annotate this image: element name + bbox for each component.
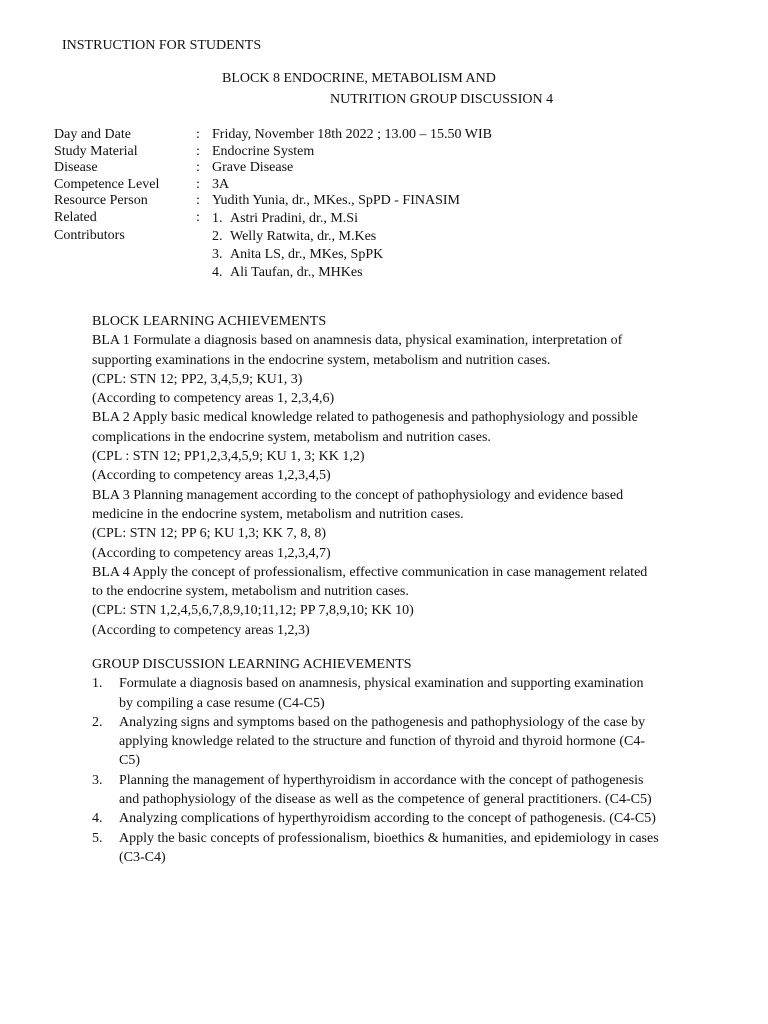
item-number: 4. xyxy=(92,811,103,827)
info-row-contributors xyxy=(54,228,492,282)
bla-line: (According to competency areas 1,2,3,4,7) xyxy=(92,545,331,561)
disease-value: Grave Disease xyxy=(212,160,294,175)
bla-line: (CPL: STN 12; PP 6; KU 1,3; KK 7, 8, 8) xyxy=(92,526,327,542)
block-title-line-2: NUTRITION GROUP DISCUSSION 4 xyxy=(330,92,554,107)
list-item xyxy=(92,829,722,868)
item-line: C5) xyxy=(119,753,140,769)
info-row-disease xyxy=(54,160,492,177)
bla-line: supporting examinations in the endocrine system, metabolism and nutrition cases. xyxy=(92,352,551,368)
item-line: (C3-C4) xyxy=(119,849,166,865)
item-line: by compiling a case resume (C4-C5) xyxy=(119,695,325,711)
bla-line: (According to competency areas 1,2,3,4,5) xyxy=(92,468,331,484)
block-title-line-1: BLOCK 8 ENDOCRINE, METABOLISM AND xyxy=(222,71,496,86)
day-label: Day and Date xyxy=(54,127,131,142)
item-line: and pathophysiology of the disease as well as the competence of general practitioners. (C4-C5) xyxy=(119,792,652,808)
resource-label: Resource Person xyxy=(54,193,148,208)
item-text xyxy=(119,771,719,810)
list-item xyxy=(92,674,722,713)
info-row-study xyxy=(54,144,492,161)
colon-spacer xyxy=(196,228,212,282)
item-line: Analyzing signs and symptoms based on the pathogenesis and pathophysiology of the case by xyxy=(119,714,646,730)
achievement-list xyxy=(92,674,722,867)
info-row-competence xyxy=(54,177,492,194)
item-text xyxy=(119,809,719,828)
contributor-item xyxy=(212,264,383,282)
instruction-heading: INSTRUCTION FOR STUDENTS xyxy=(62,38,262,53)
contributor-name: Ali Taufan, dr., MHKes xyxy=(230,264,363,280)
item-line: Apply the basic concepts of professionalism, bioethics & humanities, and epidemiology in cases xyxy=(119,830,659,846)
contributor-item xyxy=(212,246,383,264)
bla-line: BLA 2 Apply basic medical knowledge related to pathogenesis and pathophysiology and possible xyxy=(92,410,638,426)
item-number: 5. xyxy=(92,830,103,846)
contributor-list xyxy=(212,210,358,228)
study-label: Study Material xyxy=(54,143,138,159)
item-line: Formulate a diagnosis based on anamnesis, physical examination and supporting examination xyxy=(119,676,644,692)
colon: : xyxy=(196,209,200,225)
resource-value: Yudith Yunia, dr., MKes., SpPD - FINASIM xyxy=(212,193,461,208)
contributor-number: 4. xyxy=(212,264,223,280)
bla-line: (CPL : STN 12; PP1,2,3,4,5,9; KU 1, 3; KK 1,2) xyxy=(92,449,365,465)
bla-line: BLA 4 Apply the concept of professionalism, effective communication in case management related xyxy=(92,564,648,580)
bla-line: (According to competency areas 1, 2,3,4,6) xyxy=(92,391,335,407)
item-text xyxy=(119,713,719,771)
contributor-name: Welly Ratwita, dr., M.Kes xyxy=(230,228,377,244)
bla-line: (CPL: STN 12; PP2, 3,4,5,9; KU1, 3) xyxy=(92,371,303,387)
item-text xyxy=(119,674,719,713)
info-row-related xyxy=(54,210,492,228)
item-line: Analyzing complications of hyperthyroidism according to the concept of pathogenesis. (C4-C5) xyxy=(119,811,656,827)
colon: : xyxy=(196,143,200,159)
item-text xyxy=(119,829,719,868)
block-learning-section xyxy=(92,312,722,640)
colon: : xyxy=(196,127,200,142)
group-discussion-section xyxy=(92,655,722,867)
contributor-name: Astri Pradini, dr., M.Si xyxy=(230,210,358,226)
competence-label: Competence Level xyxy=(54,176,160,192)
contributor-item xyxy=(212,228,383,246)
item-number: 3. xyxy=(92,772,103,788)
competence-value: 3A xyxy=(212,176,230,192)
list-item xyxy=(92,809,722,828)
colon: : xyxy=(196,193,200,208)
bla-line: (CPL: STN 1,2,4,5,6,7,8,9,10;11,12; PP 7,8,9,10; KK 10) xyxy=(92,603,414,619)
item-number: 2. xyxy=(92,714,103,730)
bla-line: BLA 1 Formulate a diagnosis based on anamnesis data, physical examination, interpretation of xyxy=(92,333,623,349)
bla-line: medicine in the endocrine system, metabolism and nutrition cases. xyxy=(92,506,464,522)
session-info-table xyxy=(54,127,492,282)
contributor-list-continued xyxy=(212,228,383,282)
bla-line: to the endocrine system, metabolism and nutrition cases. xyxy=(92,584,409,600)
contributor-number: 1. xyxy=(212,210,223,226)
item-line: applying knowledge related to the structure and function of thyroid and thyroid hormone (C4- xyxy=(119,734,646,750)
day-value: Friday, November 18th 2022 ; 13.00 – 15.50 WIB xyxy=(212,127,492,142)
bla-line: BLA 3 Planning management according to the concept of pathophysiology and evidence based xyxy=(92,487,624,503)
section-heading: GROUP DISCUSSION LEARNING ACHIEVEMENTS xyxy=(92,657,412,672)
section-heading: BLOCK LEARNING ACHIEVEMENTS xyxy=(92,314,327,329)
contributors-label: Contributors xyxy=(54,227,125,243)
study-value: Endocrine System xyxy=(212,143,315,159)
list-item xyxy=(92,713,722,771)
colon: : xyxy=(196,176,200,192)
contributor-item xyxy=(212,210,358,228)
item-line: Planning the management of hyperthyroidism in accordance with the concept of pathogenesis xyxy=(119,772,644,788)
colon: : xyxy=(196,160,200,175)
bla-line: complications in the endocrine system, metabolism and nutrition cases. xyxy=(92,429,491,445)
info-row-day xyxy=(54,127,492,144)
contributor-name: Anita LS, dr., MKes, SpPK xyxy=(230,246,384,262)
info-row-resource xyxy=(54,193,492,210)
item-number: 1. xyxy=(92,676,103,692)
bla-line: (According to competency areas 1,2,3) xyxy=(92,622,310,638)
list-item xyxy=(92,771,722,810)
contributor-number: 2. xyxy=(212,228,223,244)
disease-label: Disease xyxy=(54,160,98,175)
related-label: Related xyxy=(54,209,97,225)
contributor-number: 3. xyxy=(212,246,223,262)
